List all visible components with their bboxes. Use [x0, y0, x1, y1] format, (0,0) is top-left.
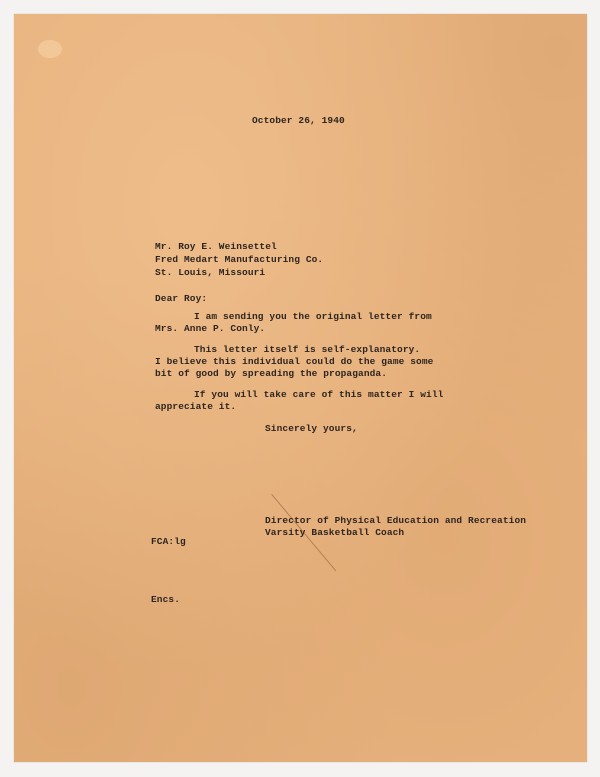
- signature-title-line2: Varsity Basketball Coach: [265, 527, 405, 538]
- recipient-company: Fred Medart Manufacturing Co.: [155, 254, 324, 265]
- typist-initials: FCA:lg: [151, 536, 186, 547]
- body-line: If you will take care of this matter I will: [194, 389, 444, 400]
- signature-title-line1: Director of Physical Education and Recreation: [265, 515, 527, 526]
- body-line: bit of good by spreading the propaganda.: [155, 368, 388, 379]
- closing: Sincerely yours,: [265, 423, 358, 434]
- body-line: I believe this individual could do the game some: [155, 356, 434, 367]
- letter-paper: [14, 14, 587, 762]
- recipient-city: St. Louis, Missouri: [155, 267, 266, 278]
- body-line: appreciate it.: [155, 401, 237, 412]
- letter-date: October 26, 1940: [252, 115, 345, 126]
- enclosure-note: Encs.: [151, 594, 181, 605]
- salutation: Dear Roy:: [155, 293, 208, 304]
- paper-stain: [38, 40, 62, 58]
- recipient-name: Mr. Roy E. Weinsettel: [155, 241, 277, 252]
- body-line: This letter itself is self-explanatory.: [194, 344, 421, 355]
- body-line: I am sending you the original letter from: [194, 311, 432, 322]
- body-line: Mrs. Anne P. Conly.: [155, 323, 266, 334]
